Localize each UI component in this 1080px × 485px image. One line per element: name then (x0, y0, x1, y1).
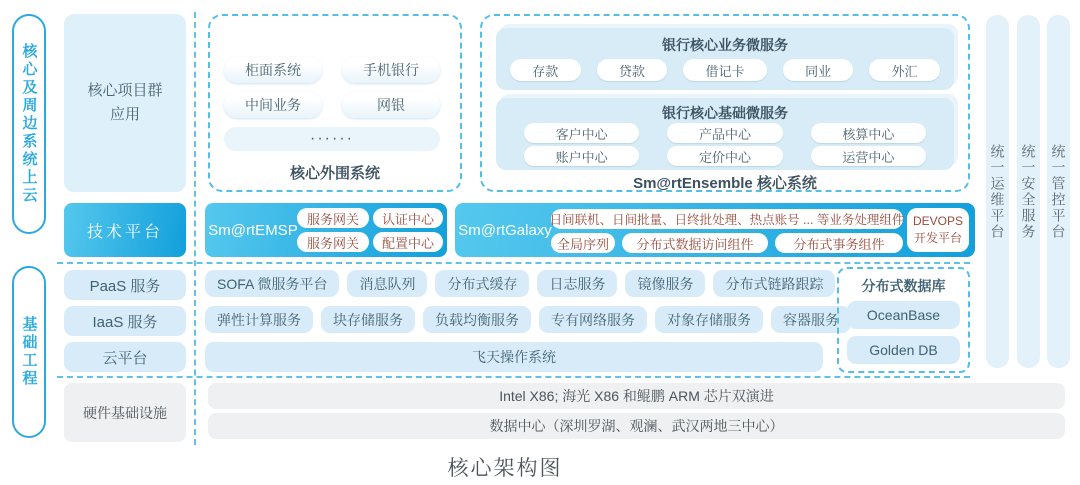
smart-galaxy-name: Sm@rtGalaxy (458, 221, 552, 239)
basic-microservices-title: 银行核心基础微服务 (662, 105, 788, 121)
hardware-cpu-bar: Intel X86; 海光 X86 和鲲鹏 ARM 芯片双演进 (208, 383, 1065, 409)
unified-ops-platform-bar: 统一运维平台 (986, 15, 1009, 368)
basic-service-chip: 产品中心 (667, 123, 782, 143)
smart-emsp-name: Sm@rtEMSP (208, 221, 298, 239)
business-microservices-card (496, 28, 954, 90)
basic-service-chip: 客户中心 (524, 123, 639, 143)
emsp-chip: 服务网关 (297, 208, 369, 228)
core-project-group-line2: 应用 (109, 106, 140, 123)
basic-service-chip: 定价中心 (667, 146, 782, 166)
devops-line1: DEVOPS (912, 213, 963, 228)
business-microservices-title: 银行核心业务微服务 (662, 37, 788, 53)
basic-service-chip: 核算中心 (811, 123, 926, 143)
core-project-group-line1: 核心项目群 (87, 82, 163, 99)
ensemble-box-title: Sm@rtEnsemble 核心系统 (633, 175, 817, 192)
basic-service-chip: 账户中心 (524, 146, 639, 166)
paas-service-chip: SOFA 微服务平台 (205, 270, 339, 297)
peripheral-system-chip: 中间业务 (224, 92, 322, 118)
peripheral-systems-box (208, 14, 462, 192)
smart-emsp-block (205, 203, 447, 257)
horizontal-dashed-separator-bottom (57, 376, 970, 378)
rail-label-core-cloud: 核心及周边系统上云 (12, 14, 46, 234)
core-project-group-box (64, 14, 186, 192)
basic-service-chip: 运营中心 (811, 146, 926, 166)
galaxy-chip: 全局序列 (551, 233, 615, 253)
iaas-label: IaaS 服务 (64, 306, 186, 336)
hardware-label-box: 硬件基础设施 (64, 383, 186, 442)
unified-control-platform-bar: 统一管控平台 (1047, 15, 1070, 368)
galaxy-chip: 分布式事务组件 (775, 233, 903, 253)
business-service-chip: 同业 (783, 59, 854, 81)
iaas-service-chip: 对象存储服务 (655, 306, 763, 333)
galaxy-processing-chip: 日间联机、日间批量、日终批处理、热点账号 ... 等业务处理组件 (551, 209, 903, 229)
db-chip: Golden DB (847, 336, 960, 364)
ensemble-core-box (480, 14, 970, 192)
business-service-chip: 借记卡 (683, 59, 767, 81)
emsp-chip: 配置中心 (373, 232, 443, 252)
peripheral-system-chip: 网银 (342, 92, 440, 118)
rail-label-infrastructure: 基础工程 (12, 266, 46, 438)
paas-label: PaaS 服务 (64, 270, 186, 300)
figure-title: 核心架构图 (447, 457, 563, 480)
paas-service-chip: 分布式缓存 (435, 270, 529, 297)
vertical-dashed-separator (194, 12, 196, 445)
peripheral-system-chip: 柜面系统 (224, 57, 322, 83)
paas-service-chip: 镜像服务 (625, 270, 705, 297)
smart-galaxy-block (455, 203, 975, 257)
iaas-service-chip: 容器服务 (771, 306, 851, 333)
distributed-db-box (837, 267, 970, 373)
iaas-service-chip: 弹性计算服务 (205, 306, 313, 333)
unified-security-service-bar: 统一安全服务 (1017, 15, 1040, 368)
iaas-services-row (205, 306, 839, 333)
paas-service-chip: 日志服务 (537, 270, 617, 297)
paas-services-row (205, 270, 823, 297)
peripheral-system-chip: 手机银行 (342, 57, 440, 83)
peripheral-more-chip: ······ (224, 127, 440, 151)
iaas-service-chip: 专有网络服务 (539, 306, 647, 333)
devops-platform-chip (907, 208, 969, 252)
iaas-service-chip: 块存储服务 (321, 306, 415, 333)
emsp-chip: 认证中心 (373, 208, 443, 228)
horizontal-dashed-separator-top (57, 262, 970, 264)
peripheral-box-title: 核心外围系统 (289, 165, 380, 182)
db-chip: OceanBase (847, 301, 960, 329)
cloud-platform-label: 云平台 (64, 342, 186, 372)
cloud-os-bar: 飞天操作系统 (205, 342, 823, 372)
paas-service-chip: 分布式链路跟踪 (713, 270, 835, 297)
devops-line2: 开发平台 (913, 231, 962, 245)
iaas-service-chip: 负载均衡服务 (423, 306, 531, 333)
business-service-chip: 外汇 (869, 59, 940, 81)
business-service-chip: 存款 (510, 59, 581, 81)
paas-service-chip: 消息队列 (347, 270, 427, 297)
tech-platform-box: 技术平台 (64, 203, 186, 257)
hardware-datacenter-bar: 数据中心（深圳罗湖、观澜、武汉两地三中心） (208, 413, 1065, 439)
emsp-chip: 服务网关 (297, 232, 369, 252)
distributed-db-title: 分布式数据库 (861, 278, 946, 294)
galaxy-chip: 分布式数据访问组件 (622, 233, 768, 253)
business-service-chip: 贷款 (597, 59, 668, 81)
basic-microservices-card (496, 98, 954, 170)
